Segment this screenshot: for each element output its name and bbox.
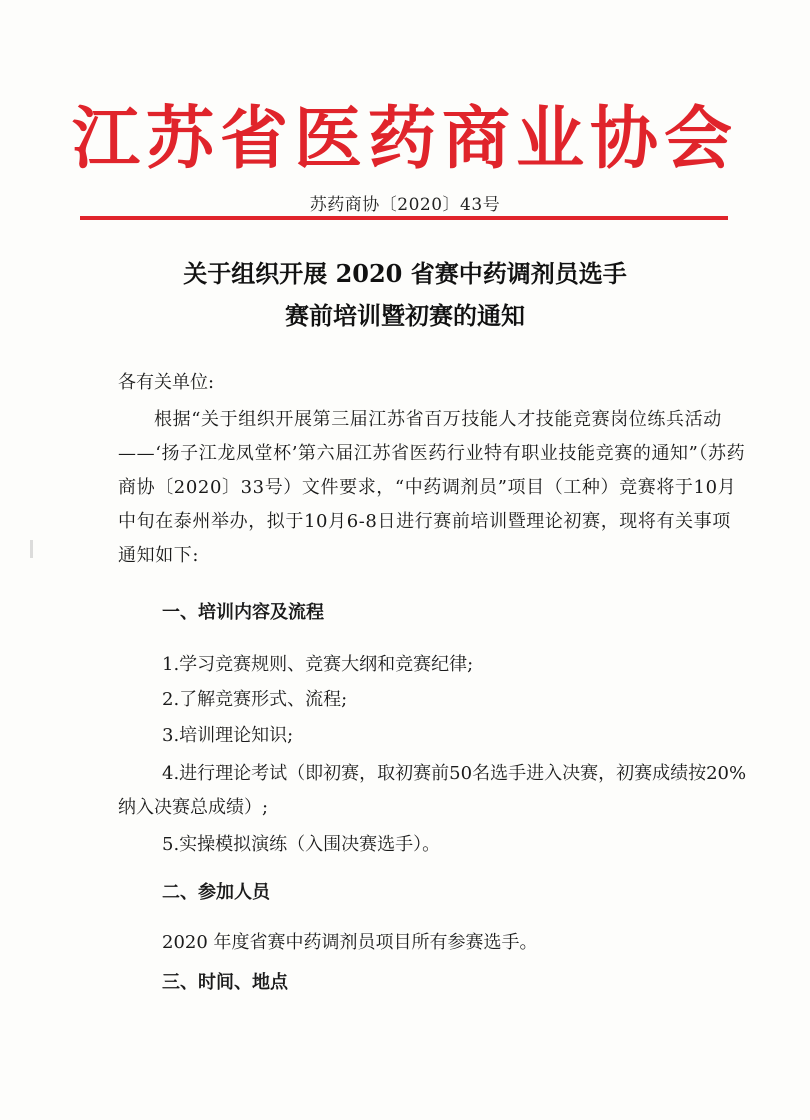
letterhead-organization-name: 江苏省医药商业协会 bbox=[71, 99, 738, 179]
section-3-heading: 三、时间、地点 bbox=[162, 972, 288, 993]
salutation: 各有关单位: bbox=[118, 372, 215, 393]
notice-title-line-1: 关于组织开展 2020 省赛中药调剂员选手 bbox=[183, 259, 627, 288]
letterhead-red-rule bbox=[80, 216, 728, 220]
section-2-item-1: 2020 年度省赛中药调剂员项目所有参赛选手。 bbox=[162, 932, 538, 953]
notice-title bbox=[0, 253, 810, 337]
section-1-item-5: 5.实操模拟演练（入围决赛选手）。 bbox=[162, 834, 441, 855]
intro-paragraph: 根据“关于组织开展第三届江苏省百万技能人才技能竞赛岗位练兵活动——‘扬子江龙凤堂杯’第六届江苏省医药行业特有职业技能竞赛的通知”（苏药商协〔2020〕33号）文件要求，“中药调剂员”项目（工种）竞赛将于10月中旬在泰州举办，拟于10月6-8日进行赛前培训暨理论初赛，现将有关事项通知如下: bbox=[118, 409, 746, 566]
section-1-item-2: 2.了解竞赛形式、流程; bbox=[162, 689, 348, 710]
section-1-item-4: 4.进行理论考试（即初赛，取初赛前50名选手进入决赛，初赛成绩按20%纳入决赛总成绩）; bbox=[118, 763, 747, 818]
section-1-item-1: 1.学习竞赛规则、竞赛大纲和竞赛纪律; bbox=[162, 654, 474, 675]
section-1-heading: 一、培训内容及流程 bbox=[162, 602, 324, 623]
section-1-item-3: 3.培训理论知识; bbox=[162, 725, 294, 746]
notice-title-line-2: 赛前培训暨初赛的通知 bbox=[285, 301, 525, 330]
document-number: 苏药商协〔2020〕43号 bbox=[309, 195, 501, 215]
section-2-heading: 二、参加人员 bbox=[162, 882, 270, 903]
scan-artifact bbox=[30, 540, 33, 558]
